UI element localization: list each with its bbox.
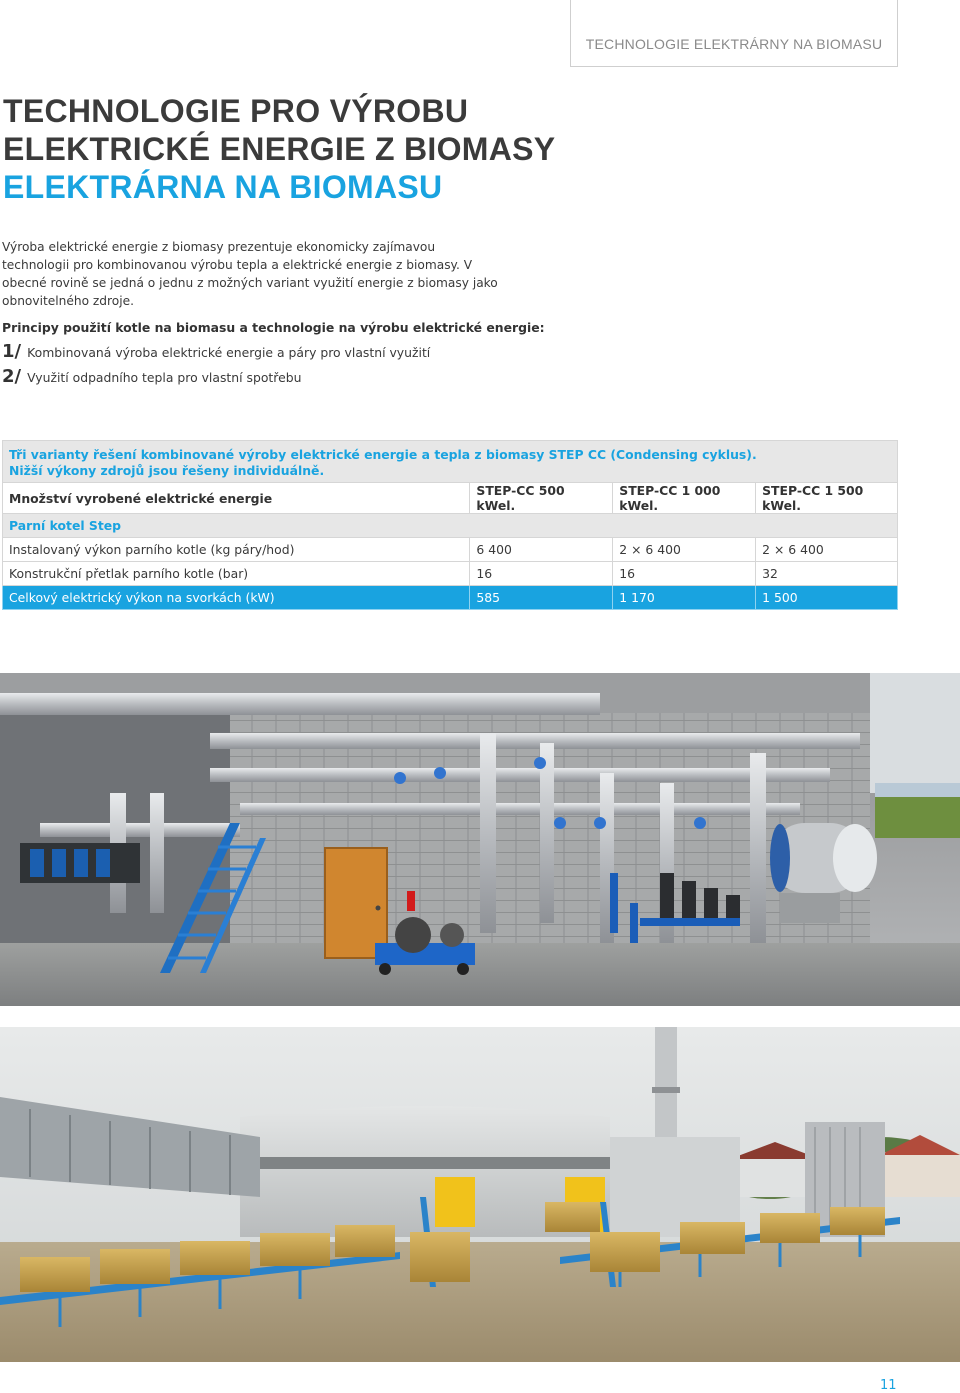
page-number: 11 [880,1378,897,1393]
table-row [3,562,898,586]
table-caption [3,441,898,483]
table-header-row [3,483,898,514]
table-caption-line-2: Nižší výkony zdrojů jsou řešeny individuálně. [9,463,325,478]
table-cell: 2 × 6 400 [756,538,898,562]
principle-item [2,341,430,362]
table-cell: 16 [613,562,756,586]
table-cell: Celkový elektrický výkon na svorkách (kW) [3,586,470,610]
table-caption-row [3,441,898,483]
principle-text: Využití odpadního tepla pro vlastní spotřebu [27,370,302,385]
table-cell: 16 [470,562,613,586]
plant-exterior-illustration [0,1027,960,1362]
table-cell: 2 × 6 400 [613,538,756,562]
principle-number: 2/ [2,366,22,387]
header-cell: STEP-CC 1 000 kWel. [613,483,756,514]
table-subheader-row [3,514,898,538]
specs-table [2,440,898,610]
table-row [3,538,898,562]
intro-paragraph: Výroba elektrické energie z biomasy prezentuje ekonomicky zajímavou technologii pro kombinovanou výrobu tepla a elektrické energie z biomasy. V obecné rovině se jedná o jednu z možných variant využití energie z biomasy jako obnovitelného zdroje. [2,240,498,308]
table-caption-line-1: Tři varianty řešení kombinované výroby elektrické energie a tepla z biomasy STEP CC (Condensing cyklus). [9,447,757,462]
table-highlight-row [3,586,898,610]
boiler-hall-photo [0,673,960,1006]
table-cell: 1 500 [756,586,898,610]
title-line-3: ELEKTRÁRNA NA BIOMASU [3,169,443,205]
plant-exterior-photo [0,1027,960,1362]
subheader-cell: Parní kotel Step [3,514,898,538]
section-header-label: TECHNOLOGIE ELEKTRÁRNY NA BIOMASU [585,36,883,52]
section-header-tab [570,0,898,67]
title-line-2: ELEKTRICKÉ ENERGIE Z BIOMASY [3,131,556,167]
header-cell: Množství vyrobené elektrické energie [3,483,470,514]
header-cell: STEP-CC 1 500 kWel. [756,483,898,514]
page-title [3,92,555,206]
principle-item [2,366,301,387]
table-cell: 585 [470,586,613,610]
principle-text: Kombinovaná výroba elektrické energie a páry pro vlastní využití [27,345,431,360]
principle-number: 1/ [2,341,22,362]
table-cell: 6 400 [470,538,613,562]
title-line-1: TECHNOLOGIE PRO VÝROBU [3,93,469,129]
principles-heading: Principy použití kotle na biomasu a technologie na výrobu elektrické energie: [2,320,545,335]
header-cell: STEP-CC 500 kWel. [470,483,613,514]
table-cell: Instalovaný výkon parního kotle (kg páry/hod) [3,538,470,562]
table-cell: Konstrukční přetlak parního kotle (bar) [3,562,470,586]
table-cell: 1 170 [613,586,756,610]
table-cell: 32 [756,562,898,586]
boiler-hall-illustration [0,673,960,1006]
